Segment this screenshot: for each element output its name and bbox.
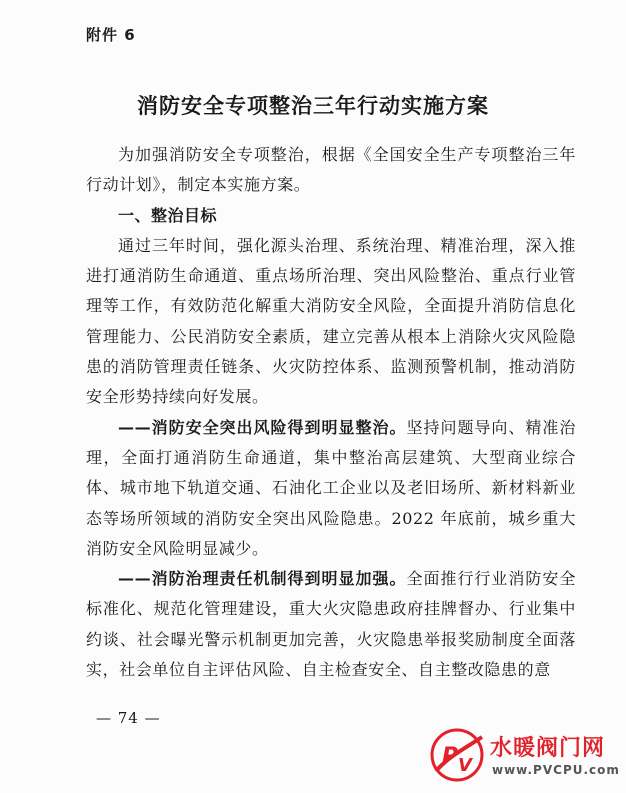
watermark — [428, 725, 618, 785]
document-title: 消防安全专项整治三年行动实施方案 — [137, 94, 489, 118]
item1-paragraph — [86, 413, 576, 564]
item2-lead: ——消防治理责任机制得到明显加强。 — [118, 569, 407, 589]
attachment-label: 附件 6 — [86, 26, 136, 44]
page-number: — 74 — — [96, 709, 161, 727]
svg-text:V: V — [458, 755, 472, 776]
svg-text:P: P — [442, 744, 459, 769]
section-heading: 一、整治目标 — [118, 205, 218, 225]
item2-text: 全面推行行业消防安全标准化、规范化管理建设，重大火灾隐患政府挂牌督办、行业集中约谈、社会曝光警示机制更加完善，火灾隐患举报奖励制度全面落实，社会单位自主评估风险、自主检查安全、自主整改隐患的意 — [86, 569, 576, 680]
watermark-name: 水暖阀门网 — [490, 736, 606, 761]
document-body — [86, 140, 576, 685]
pv-logo-icon — [428, 727, 486, 783]
goal-paragraph: 通过三年时间，强化源头治理、系统治理、精准治理，深入推进打通消防生命通道、重点场所治理、突出风险整治、重点行业管理等工作，有效防范化解重大消防安全风险，全面提升消防信息化管理能力、公民消防安全素质，建立完善从根本上消除火灾风险隐患的消防管理责任链条、火灾防控体系、监测预警机制，推动消防安全形势持续向好发展。 — [86, 235, 576, 407]
item1-text: 坚持问题导向、精准治理，全面打通消防生命通道，集中整治高层建筑、大型商业综合体、城市地下轨道交通、石油化工企业以及老旧场所、新材料新业态等场所领域的消防安全突出风险隐患。2022 年底前，城乡重大消防安全风险明显减少。 — [86, 417, 576, 558]
intro-paragraph: 为加强消防安全专项整治，根据《全国安全生产专项整治三年行动计划》，制定本实施方案。 — [86, 145, 576, 195]
item2-paragraph — [86, 564, 576, 685]
watermark-url: www.PVCPU.com — [492, 763, 620, 777]
item1-lead: ——消防安全突出风险得到明显整治。 — [118, 417, 407, 437]
